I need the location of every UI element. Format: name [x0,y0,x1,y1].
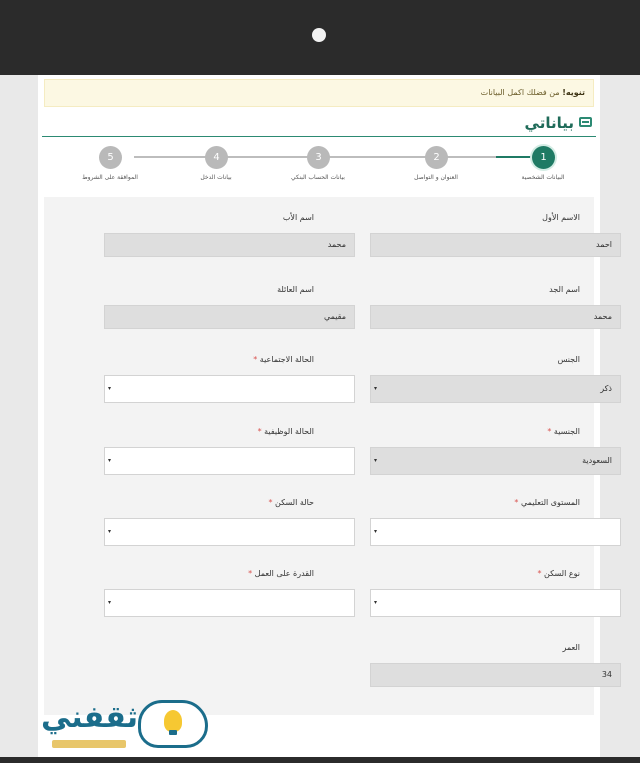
notice-text: من فضلك اكمل البيانات [480,88,560,97]
housing-status-label: حالة السكن * [268,498,314,507]
camera-dot-icon [312,28,326,42]
step-4-label: بيانات الدخل [200,174,232,181]
step-3[interactable]: 3 [307,146,330,169]
step-2[interactable]: 2 [425,146,448,169]
work-ability-label: القدرة على العمل * [248,569,314,578]
chevron-down-icon: ▾ [374,599,378,606]
step-4[interactable]: 4 [205,146,228,169]
step-3-label: بيانات الحساب البنكي [291,174,345,181]
required-mark: * [537,569,542,578]
step-5-label: الموافقة على الشروط [82,174,138,181]
first-name-input[interactable]: احمد [370,233,621,257]
browser-top-bar [0,0,640,75]
employment-status-label: الحالة الوظيفية * [257,427,314,436]
gender-label: الجنس [557,355,580,364]
work-ability-select[interactable] [104,589,355,617]
personal-data-form [44,197,612,715]
nationality-select[interactable] [370,447,621,475]
required-mark: * [514,498,519,507]
first-name-label: الاسم الأول [542,213,580,222]
required-mark: * [257,427,262,436]
housing-status-select[interactable] [104,518,355,546]
nationality-label: الجنسية * [547,427,580,436]
chevron-down-icon: ▾ [108,599,112,606]
education-level-label: المستوى التعليمي * [514,498,580,507]
step-5[interactable]: 5 [99,146,122,169]
chevron-down-icon: ▾ [108,528,112,535]
required-mark: * [253,355,258,364]
marital-status-select[interactable] [104,375,355,403]
logo-text: ثقفني [40,700,138,735]
education-level-select[interactable] [370,518,621,546]
lightbulb-icon [164,710,182,732]
father-name-input[interactable]: محمد [104,233,355,257]
step-2-label: العنوان و التواصل [414,174,458,181]
required-mark: * [268,498,273,507]
logo-underline [52,740,126,748]
gender-value: ذكر [600,384,612,393]
employment-status-select[interactable] [104,447,355,475]
required-mark: * [547,427,552,436]
site-logo [12,696,212,754]
father-name-label: اسم الأب [282,213,314,222]
section-header [42,111,596,137]
marital-status-label: الحالة الاجتماعية * [253,355,314,364]
chevron-down-icon: ▾ [108,457,112,464]
chevron-down-icon: ▾ [374,457,378,464]
wizard-steps [38,141,600,193]
id-card-icon [579,117,592,127]
step-1[interactable]: 1 [532,146,555,169]
chevron-down-icon: ▾ [108,385,112,392]
bottom-bar [0,757,640,763]
notice-banner [44,79,594,107]
family-name-label: اسم العائلة [277,285,314,294]
chevron-down-icon: ▾ [374,385,378,392]
age-input[interactable]: 34 [370,663,621,687]
notice-strong: تنويه! [562,88,585,97]
required-mark: * [248,569,253,578]
nationality-value: السعودية [582,456,612,465]
chevron-down-icon: ▾ [374,528,378,535]
grandfather-name-input[interactable]: محمد [370,305,621,329]
step-1-label: البيانات الشخصية [521,174,565,181]
age-label: العمر [562,643,580,652]
grandfather-name-label: اسم الجد [549,285,580,294]
main-page [38,75,612,763]
housing-type-label: نوع السكن * [537,569,580,578]
gender-select[interactable] [370,375,621,403]
housing-type-select[interactable] [370,589,621,617]
section-title: بياناتي [524,114,574,132]
family-name-input[interactable]: مقيمي [104,305,355,329]
